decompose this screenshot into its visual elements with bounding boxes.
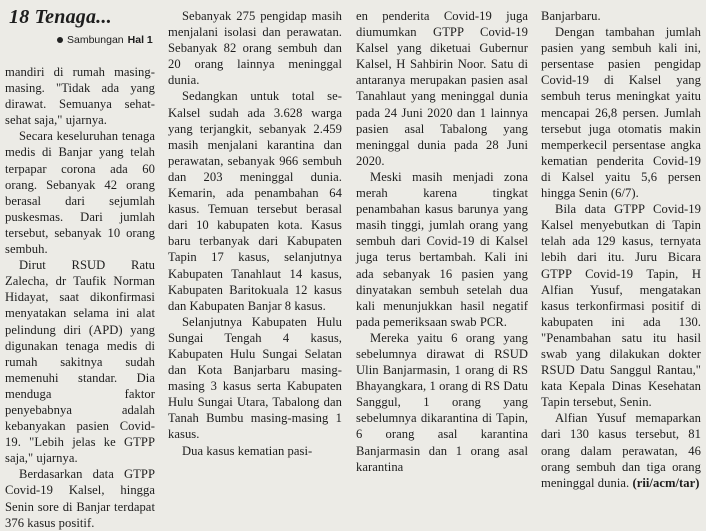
paragraph: Sebanyak 275 pengidap masih menjalani isolasi dan perawatan. Sebanyak 82 orang sembuh dan 20 orang lainnya meninggal dunia. xyxy=(168,9,342,88)
author-signoff: (rii/acm/tar) xyxy=(632,475,700,490)
article-column-3 xyxy=(356,8,528,475)
paragraph-text: Alfian Yusuf memaparkan dari 130 kasus tersebut, 81 orang dalam perawatan, 46 orang sembuh dan tiga orang meninggal dunia. xyxy=(541,411,701,490)
article-column-1 xyxy=(5,64,155,531)
bullet-icon xyxy=(57,37,63,43)
article-continuation-title: 18 Tenaga... xyxy=(9,6,112,28)
paragraph: Dengan tambahan jumlah pasien yang sembuh kali ini, persentase pasien pengidap Covid-19 di Kalsel yang sembuh terus meningkat yaitu mencapai 26,8 persen. Jumlah tersebut juga otomatis makin memperkecil persentase angka kematian penderita Covid-19 di Kalsel yaitu 5,6 persen hingga Senin (6/7). xyxy=(541,25,701,201)
paragraph: Berdasarkan data GTPP Covid-19 Kalsel, hingga Senin sore di Banjar terdapat 376 kasus positif. xyxy=(5,467,155,530)
paragraph: en penderita Covid-19 juga diumumkan GTPP Covid-19 Kalsel yang diketuai Gubernur Kalsel, H Sahbirin Noor. Satu di antaranya merupakan pasien asal Tanahlaut yang meninggal dunia pada 24 Juni 2020 dan 1 lainnya pasien asal Tabalong yang meninggal dunia pada 28 Juni 2020. xyxy=(356,9,528,168)
paragraph: Mereka yaitu 6 orang yang sebelumnya dirawat di RSUD Ulin Banjarmasin, 1 orang di RS Bhayangkara, 1 orang di RS Datu Sanggul, 1 orang yang sebelumnya dikarantina di Tapin, 6 orang asal karantina Banjarmasin dan 1 orang asal karantina xyxy=(356,330,528,474)
paragraph: mandiri di rumah masing-masing. "Tidak ada yang dirawat. Semuanya sehat-sehat saja," ujarnya. xyxy=(5,65,155,128)
article-column-2 xyxy=(168,8,342,459)
paragraph: Secara keseluruhan tenaga medis di Banjar yang telah terpapar corona ada 60 orang. Sebanyak 42 orang berasal dari sejumlah puskesmas. Dari jumlah tersebut, sebanyak 10 orang sembuh. xyxy=(5,129,155,257)
paragraph: Selanjutnya Kabupaten Hulu Sungai Tengah 4 kasus, Kabupaten Hulu Sungai Selatan dan Kota Banjarbaru masing-masing 3 kasus serta Kabupaten Hulu Sungai Utara, Tabalong dan Tanah Bumbu masing-masing 1 kasus. xyxy=(168,314,342,442)
paragraph: Meski masih menjadi zona merah karena tingkat penambahan kasus barunya yang masih tinggi, jumlah orang yang sembuh dari Covid-19 di Kalsel juga terus bertambah. Kali ini ada sebanyak 16 pasien yang dinyatakan sembuh setelah dua kali menunjukkan hasil negatif pada pemeriksaan swab PCR. xyxy=(356,169,528,329)
paragraph: Banjarbaru. xyxy=(541,9,601,23)
paragraph: Dirut RSUD Ratu Zalecha, dr Taufik Norman Hidayat, saat dikonfirmasi menyatakan selama ini alat pelindung diri (APD) yang digunakan tenaga medis di rumah sakitnya sudah memenuhi standar. Dia menduga faktor penyebabnya adalah kebanyakan pasien Covid-19. "Lebih jelas ke GTPP saja," ujarnya. xyxy=(5,258,155,466)
continuation-page: Hal 1 xyxy=(127,34,153,46)
paragraph: Bila data GTPP Covid-19 Kalsel menyebutkan di Tapin telah ada 129 kasus, ternyata lebih dari itu. Juru Bicara GTPP Covid-19 Tapin, H Alfian Yusuf, mengatakan kasus terkonfirmasi positif di kabupaten ini ada 130. "Penambahan satu itu hasil swab yang dilakukan dokter RSUD Datu Sanggul Rantau," kata Kepala Dinas Kesehatan Tapin tersebut, Senin. xyxy=(541,202,701,410)
last-paragraph xyxy=(541,410,701,490)
paragraph: Sedangkan untuk total se-Kalsel sudah ada 3.628 warga yang terjangkit, sebanyak 2.459 masih menjalani karantina dan perawatan, sebanyak 966 sembuh dan 203 meninggal dunia. Kemarin, ada penambahan 64 kasus. Temuan tersebut berasal dari 10 kabupaten kota. Kasus baru terbanyak dari Kabupaten Tapin 17 kasus, selanjutnya Kabupaten Tanahlaut 14 kasus, Kabupaten Baritokuala 12 kasus dan Kabupaten Banjar 8 kasus. xyxy=(168,89,342,313)
article-column-4 xyxy=(541,8,701,491)
continuation-label: Sambungan xyxy=(67,34,124,46)
continuation-reference xyxy=(57,34,153,46)
paragraph: Dua kasus kematian pasi- xyxy=(182,443,313,458)
